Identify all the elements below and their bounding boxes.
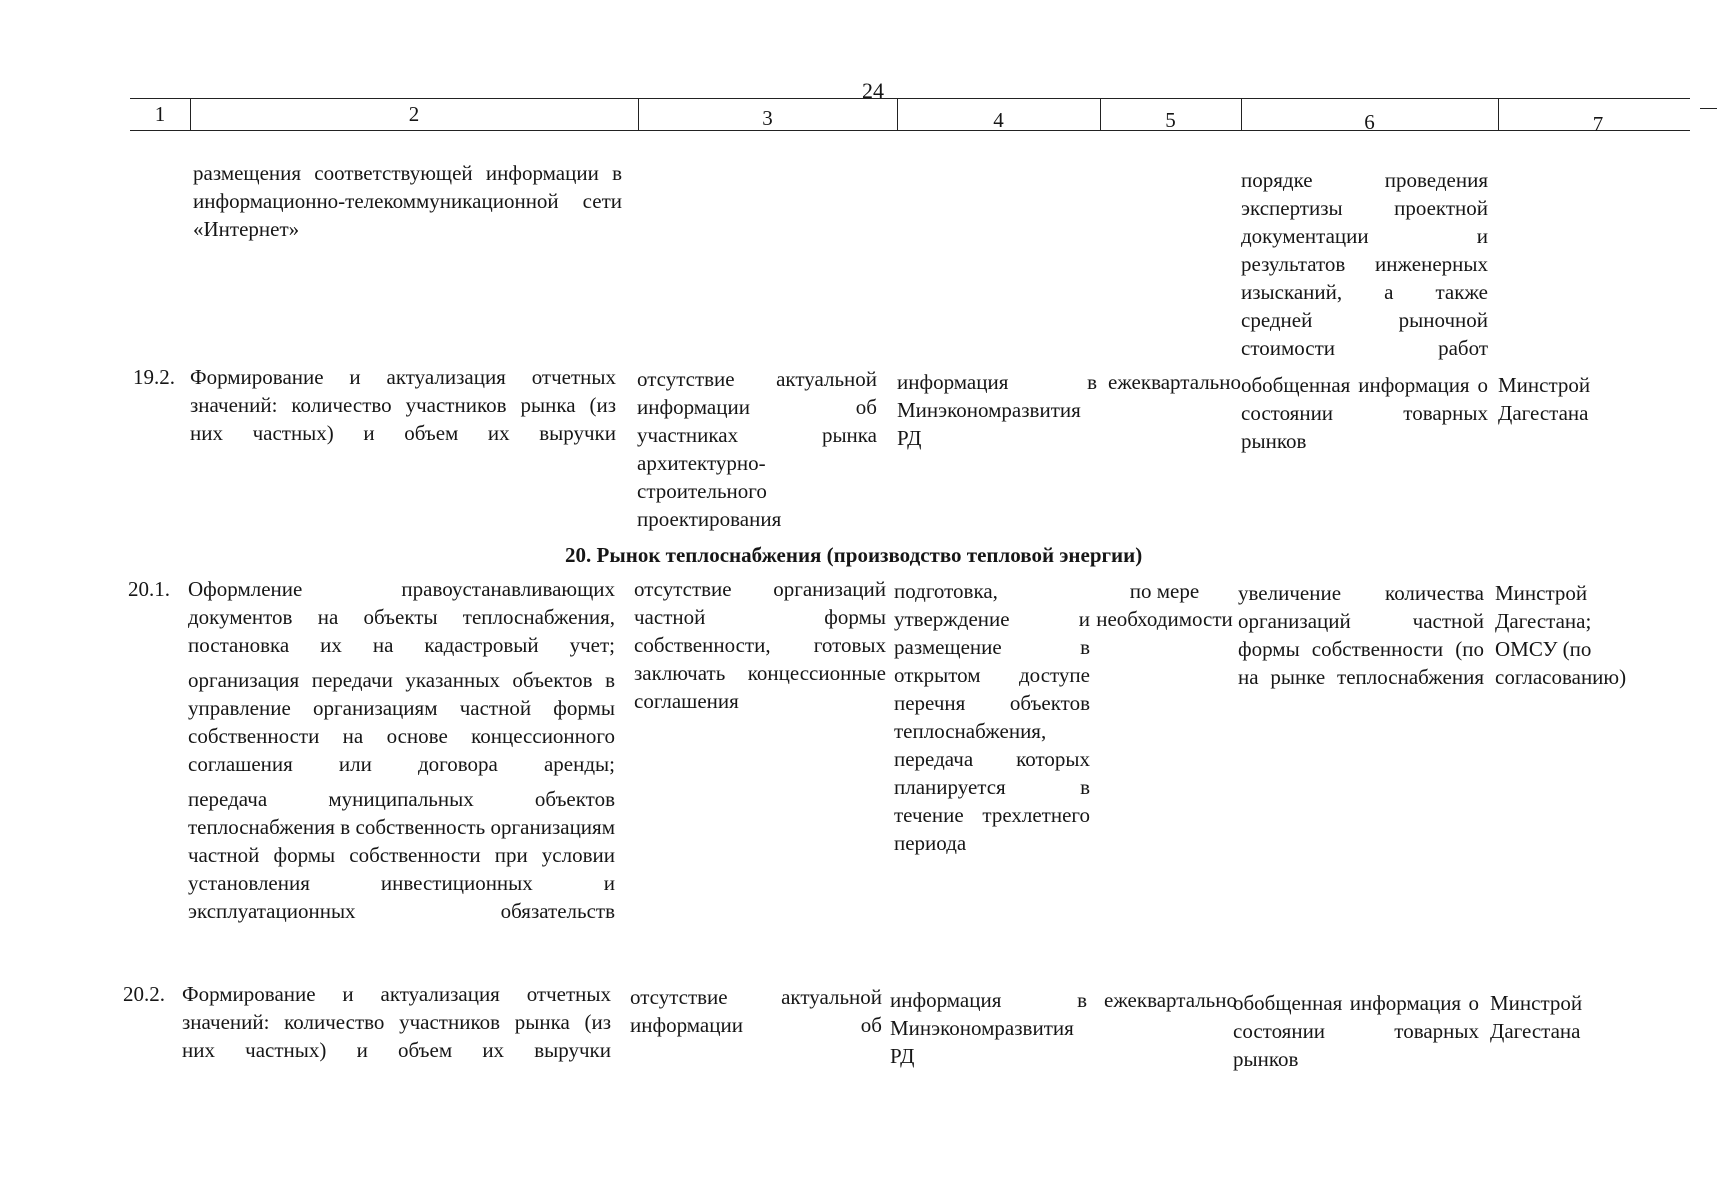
row-20-1-deadline: по мере необходимости	[1096, 579, 1233, 631]
row-20-2-measure: Формирование и актуализация отчетных значений: количество участников рынка (из них частных) и объем их выручки	[182, 982, 611, 1062]
row-number: 20.2.	[123, 982, 165, 1006]
column-number: 6	[1364, 110, 1375, 134]
row-20-1-measure	[188, 575, 615, 932]
row-20-1-executor: Минстрой Дагестана; ОМСУ (по согласованию)	[1495, 581, 1627, 689]
column-number: 1	[154, 102, 166, 126]
row-20-1-result: подготовка, утверждение и размещение в открытом доступе перечня объектов теплоснабжения, передача которых планируется в течение трехлетнего периода	[894, 579, 1090, 855]
page-number: 24	[862, 78, 884, 103]
row-19-2-result: информация в Минэкономразвития РД	[897, 370, 1097, 450]
column-number: 5	[1165, 108, 1176, 132]
row-19-2-problem: отсутствие актуальной информации об участниках рынка архитектурно-строительного проектирования	[637, 367, 877, 531]
row-19-2-indicator: обобщенная информация о состоянии товарных рынков	[1241, 373, 1488, 453]
header-edge-rule	[1700, 108, 1717, 109]
row-number: 20.1.	[128, 577, 170, 601]
continuation-col6: порядке проведения экспертизы проектной документации и результатов инженерных изысканий, а также средней рыночной стоимости работ	[1241, 168, 1488, 360]
column-number: 4	[993, 108, 1004, 132]
row-20-2-executor: Минстрой Дагестана	[1490, 991, 1583, 1043]
column-number: 2	[408, 102, 420, 126]
row-number: 19.2.	[133, 365, 175, 389]
column-number: 7	[1592, 112, 1604, 136]
row-19-2-deadline: ежеквартально	[1108, 370, 1241, 394]
continuation-col2: размещения соответствующей информации в информационно-телекоммуникационной сети «Интернет»	[193, 161, 622, 241]
measure-paragraph: передача муниципальных объектов теплоснабжения в собственность организациям частной формы собственности при условии установления инвестиционных и эксплуатационных обязательств	[188, 787, 615, 923]
measure-paragraph: Оформление правоустанавливающих документов на объекты теплоснабжения, постановка их на кадастровый учет;	[188, 577, 615, 657]
measure-paragraph: организация передачи указанных объектов в управление организациям частной формы собственности на основе концессионного соглашения или договора аренды;	[188, 668, 615, 776]
section-title: 20. Рынок теплоснабжения (производство тепловой энергии)	[565, 543, 1143, 567]
row-20-2-problem: отсутствие актуальной информации об	[630, 985, 882, 1037]
row-20-2-deadline: ежеквартально	[1104, 988, 1237, 1012]
row-19-2-measure: Формирование и актуализация отчетных значений: количество участников рынка (из них частных) и объем их выручки	[190, 365, 616, 445]
row-19-2-executor: Минстрой Дагестана	[1498, 373, 1591, 425]
header-top-rule	[130, 98, 1690, 99]
row-20-2-indicator: обобщенная информация о состоянии товарных рынков	[1233, 991, 1479, 1071]
row-20-1-indicator: увеличение количества организаций частной формы собственности (по на рынке теплоснабжения	[1238, 581, 1484, 689]
column-number: 3	[762, 106, 773, 130]
row-20-2-result: информация в Минэкономразвития РД	[890, 988, 1087, 1068]
row-20-1-problem: отсутствие организаций частной формы собственности, готовых заключать концессионные соглашения	[634, 577, 886, 713]
